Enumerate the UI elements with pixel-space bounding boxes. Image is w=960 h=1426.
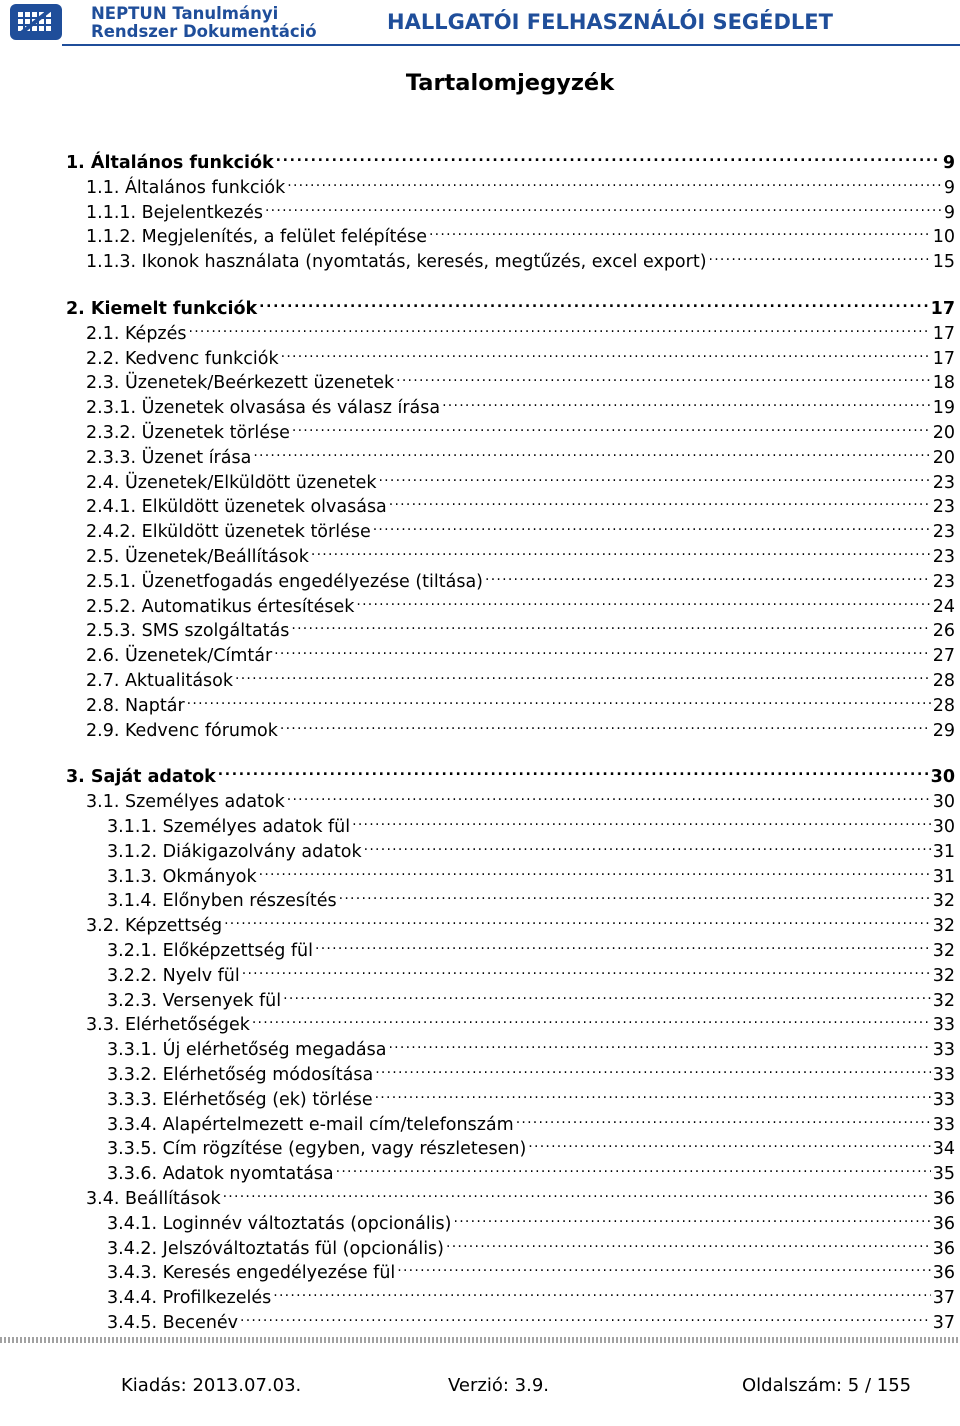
toc-entry-page: 9 xyxy=(943,202,955,223)
toc-entry[interactable] xyxy=(107,808,955,837)
toc-entry-label: 3.4. Beállítások xyxy=(86,1189,221,1209)
toc-entry[interactable] xyxy=(107,1254,955,1284)
toc-dot-leader xyxy=(364,833,931,857)
toc-dot-leader xyxy=(429,218,931,242)
toc-entry-page: 9 xyxy=(943,177,955,198)
toc-dot-leader xyxy=(378,464,930,488)
toc-heading: Tartalomjegyzék xyxy=(405,70,615,96)
toc-entry[interactable] xyxy=(86,389,955,419)
toc-entry-label: 2.2. Kedvenc funkciók xyxy=(86,348,279,369)
toc-entry-label: 2.3.2. Üzenetek törlése xyxy=(86,423,290,443)
toc-entry[interactable] xyxy=(86,687,955,716)
footer-divider xyxy=(0,1337,960,1343)
toc-dot-leader xyxy=(287,169,942,193)
toc-entry[interactable] xyxy=(66,758,955,788)
toc-entry-page: 33 xyxy=(932,1114,955,1135)
toc-entry-label: 1. Általános funkciók xyxy=(66,153,274,173)
toc-entry[interactable] xyxy=(107,1155,955,1185)
footer-issue-date: Kiadás: 2013.07.03. xyxy=(121,1375,302,1396)
toc-entry-page: 34 xyxy=(932,1139,955,1160)
toc-entry-page: 15 xyxy=(932,252,955,273)
toc-dot-leader xyxy=(273,1279,930,1303)
toc-dot-leader xyxy=(375,1081,931,1105)
toc-dot-leader xyxy=(287,783,931,807)
brand-line-2: Rendszer Dokumentáció xyxy=(91,22,317,41)
toc-entry-label: 3.1. Személyes adatok xyxy=(86,792,285,813)
toc-entry-label: 3.4.2. Jelszóváltoztatás fül (opcionális) xyxy=(107,1238,444,1259)
toc-dot-leader xyxy=(485,563,931,587)
toc-entry[interactable] xyxy=(107,1130,955,1160)
toc-entry-label: 3.1.1. Személyes adatok fül xyxy=(107,817,351,837)
toc-entry-page: 37 xyxy=(932,1313,955,1333)
toc-entry-page: 23 xyxy=(932,522,955,543)
toc-dot-leader xyxy=(373,513,931,537)
toc-entry-page: 31 xyxy=(932,841,955,862)
toc-dot-leader xyxy=(315,932,931,956)
toc-entry-page: 32 xyxy=(932,990,955,1011)
toc-entry[interactable] xyxy=(86,563,955,592)
toc-entry-page: 28 xyxy=(932,671,955,691)
toc-entry[interactable] xyxy=(86,612,955,642)
toc-dot-leader xyxy=(283,982,931,1006)
toc-entry-label: 2. Kiemelt funkciók xyxy=(66,299,258,319)
toc-entry[interactable] xyxy=(107,1106,955,1135)
toc-entry-page: 33 xyxy=(932,1065,955,1085)
toc-entry-page: 35 xyxy=(932,1164,955,1185)
toc-entry[interactable] xyxy=(107,982,955,1011)
toc-entry[interactable] xyxy=(107,932,955,961)
toc-entry-label: 2.1. Képzés xyxy=(86,323,187,344)
toc-entry-page: 32 xyxy=(932,916,955,937)
toc-entry[interactable] xyxy=(86,340,955,369)
toc-dot-leader xyxy=(259,290,929,314)
toc-entry[interactable] xyxy=(86,662,955,691)
toc-entry-label: 2.8. Naptár xyxy=(86,695,185,716)
toc-dot-leader xyxy=(454,1205,931,1229)
toc-entry[interactable] xyxy=(107,882,955,912)
toc-entry-label: 3.4.5. Becenév xyxy=(107,1313,239,1333)
toc-entry[interactable] xyxy=(86,1180,955,1209)
toc-entry-page: 23 xyxy=(932,472,955,493)
toc-dot-leader xyxy=(224,907,931,931)
toc-dot-leader xyxy=(235,662,931,686)
toc-dot-leader xyxy=(276,144,941,168)
toc-entry-label: 2.9. Kedvenc fórumok xyxy=(86,720,278,741)
toc-entry-label: 2.6. Üzenetek/Címtár xyxy=(86,646,273,667)
toc-entry-label: 3.3.4. Alapértelmezett e-mail cím/telefonszám xyxy=(107,1114,514,1135)
toc-entry[interactable] xyxy=(86,1006,955,1036)
header-rule xyxy=(62,44,960,46)
toc-dot-leader xyxy=(281,340,931,364)
toc-entry-page: 19 xyxy=(932,398,955,419)
toc-entry[interactable] xyxy=(66,144,955,173)
toc-entry[interactable] xyxy=(86,243,955,273)
toc-entry-page: 32 xyxy=(932,965,955,986)
toc-dot-leader xyxy=(311,538,931,562)
toc-entry[interactable] xyxy=(86,637,955,667)
toc-entry-label: 3.3. Elérhetőségek xyxy=(86,1015,250,1036)
toc-dot-leader xyxy=(375,1056,931,1080)
toc-dot-leader xyxy=(356,588,930,612)
toc-entry[interactable] xyxy=(86,513,955,543)
toc-entry-page: 33 xyxy=(932,1040,955,1061)
toc-dot-leader xyxy=(240,1304,931,1328)
toc-entry-page: 36 xyxy=(932,1189,955,1209)
toc-entry-page: 24 xyxy=(932,596,955,617)
toc-entry-page: 20 xyxy=(932,423,955,443)
brand-name xyxy=(91,5,317,41)
toc-entry-page: 36 xyxy=(932,1238,955,1259)
toc-dot-leader xyxy=(280,712,931,736)
toc-entry[interactable] xyxy=(86,364,955,394)
toc-entry-label: 3.2.3. Versenyek fül xyxy=(107,990,282,1011)
toc-entry-page: 33 xyxy=(932,1089,955,1110)
toc-entry-label: 2.3.1. Üzenetek olvasása és válasz írása xyxy=(86,398,441,419)
toc-entry[interactable] xyxy=(107,1056,955,1085)
toc-entry-page: 23 xyxy=(932,571,955,592)
toc-entry[interactable] xyxy=(86,439,955,468)
document-title: HALLGATÓI FELHASZNÁLÓI SEGÉDLET xyxy=(387,10,833,34)
toc-dot-leader xyxy=(223,1180,931,1204)
toc-entry-label: 3.3.5. Cím rögzítése (egyben, vagy részletesen) xyxy=(107,1139,527,1160)
toc-entry-label: 3.1.3. Okmányok xyxy=(107,866,257,887)
toc-entry-page: 33 xyxy=(932,1015,955,1036)
toc-dot-leader xyxy=(292,414,931,438)
toc-entry-label: 2.4. Üzenetek/Elküldött üzenetek xyxy=(86,472,377,493)
toc-dot-leader xyxy=(397,1254,930,1278)
toc-entry-page: 23 xyxy=(932,547,955,567)
toc-dot-leader xyxy=(442,389,931,413)
toc-entry-page: 27 xyxy=(932,646,955,667)
toc-dot-leader xyxy=(253,439,930,463)
toc-entry-label: 3.2.2. Nyelv fül xyxy=(107,965,240,986)
toc-entry-page: 31 xyxy=(932,866,955,887)
toc-entry[interactable] xyxy=(86,315,955,344)
toc-entry[interactable] xyxy=(66,290,955,319)
toc-dot-leader xyxy=(709,243,931,267)
toc-entry-page: 36 xyxy=(932,1213,955,1234)
toc-entry-page: 36 xyxy=(932,1263,955,1284)
toc-entry-page: 17 xyxy=(932,323,955,344)
toc-entry-label: 2.3.3. Üzenet írása xyxy=(86,447,252,468)
footer-page-number: Oldalszám: 5 / 155 xyxy=(742,1375,912,1396)
toc-entry-page: 20 xyxy=(932,447,955,468)
toc-entry-label: 3.3.1. Új elérhetőség megadása xyxy=(107,1040,387,1061)
toc-entry-label: 3.2.1. Előképzettség fül xyxy=(107,941,314,961)
toc-entry[interactable] xyxy=(86,414,955,443)
toc-entry[interactable] xyxy=(107,833,955,862)
toc-entry-label: 1.1.1. Bejelentkezés xyxy=(86,202,263,223)
toc-dot-leader xyxy=(265,194,942,218)
toc-dot-leader xyxy=(516,1106,931,1130)
toc-dot-leader xyxy=(291,612,930,636)
toc-entry[interactable] xyxy=(86,538,955,567)
toc-entry-label: 3.1.4. Előnyben részesítés xyxy=(107,891,337,912)
toc-dot-leader xyxy=(252,1006,931,1030)
toc-entry-label: 3.1.2. Diákigazolvány adatok xyxy=(107,841,362,862)
toc-dot-leader xyxy=(389,488,931,512)
toc-entry-label: 3.4.4. Profilkezelés xyxy=(107,1288,272,1309)
toc-entry[interactable] xyxy=(86,783,955,813)
toc-dot-leader xyxy=(259,858,931,882)
toc-entry-page: 17 xyxy=(930,299,955,319)
toc-entry[interactable] xyxy=(107,1031,955,1061)
toc-entry-label: 3.3.6. Adatok nyomtatása xyxy=(107,1164,334,1185)
toc-entry-label: 1.1.3. Ikonok használata (nyomtatás, keresés, megtűzés, excel export) xyxy=(86,252,707,273)
toc-entry-label: 3.2. Képzettség xyxy=(86,916,223,937)
toc-entry-label: 3.3.3. Elérhetőség (ek) törlése xyxy=(107,1089,373,1110)
toc-entry-label: 2.5.3. SMS szolgáltatás xyxy=(86,621,290,642)
toc-entry-label: 2.3. Üzenetek/Beérkezett üzenetek xyxy=(86,373,395,394)
toc-entry[interactable] xyxy=(86,218,955,248)
toc-dot-leader xyxy=(396,364,931,388)
toc-entry[interactable] xyxy=(86,588,955,617)
page-header xyxy=(0,0,960,48)
toc-entry-label: 1.1. Általános funkciók xyxy=(86,177,286,198)
toc-entry-page: 32 xyxy=(932,891,955,912)
toc-entry-page: 26 xyxy=(932,621,955,642)
toc-entry[interactable] xyxy=(107,957,955,986)
toc-entry-page: 37 xyxy=(932,1288,955,1309)
toc-entry-page: 10 xyxy=(932,227,955,248)
toc-entry-page: 32 xyxy=(932,941,955,961)
toc-entry-page: 30 xyxy=(930,767,955,788)
toc-entry[interactable] xyxy=(86,488,955,518)
toc-entry[interactable] xyxy=(86,464,955,493)
toc-entry[interactable] xyxy=(107,1081,955,1110)
toc-dot-leader xyxy=(274,637,931,661)
toc-entry-label: 2.5.2. Automatikus értesítések xyxy=(86,596,355,617)
footer-version: Verzió: 3.9. xyxy=(448,1375,549,1396)
toc-dot-leader xyxy=(388,1031,930,1055)
toc-entry-label: 2.4.2. Elküldött üzenetek törlése xyxy=(86,522,371,543)
toc-entry-label: 2.5.1. Üzenetfogadás engedélyezése (tiltása) xyxy=(86,571,484,592)
toc-entry[interactable] xyxy=(86,194,955,223)
neptun-logo-icon xyxy=(10,4,62,40)
toc-dot-leader xyxy=(336,1155,931,1179)
toc-dot-leader xyxy=(528,1130,930,1154)
toc-entry-page: 17 xyxy=(932,348,955,369)
toc-dot-leader xyxy=(352,808,931,832)
toc-entry-page: 30 xyxy=(932,792,955,813)
toc-entry-page: 29 xyxy=(932,720,955,741)
toc-entry[interactable] xyxy=(107,1304,955,1333)
toc-entry-label: 3.3.2. Elérhetőség módosítása xyxy=(107,1065,374,1085)
toc-dot-leader xyxy=(187,687,931,711)
toc-dot-leader xyxy=(242,957,931,981)
toc-entry[interactable] xyxy=(86,169,955,198)
toc-entry-page: 18 xyxy=(932,373,955,394)
toc-entry-page: 23 xyxy=(932,497,955,518)
toc-entry-page: 28 xyxy=(932,695,955,716)
toc-entry[interactable] xyxy=(86,712,955,741)
toc-entry-label: 3. Saját adatok xyxy=(66,767,216,788)
toc-entry[interactable] xyxy=(107,858,955,887)
toc-dot-leader xyxy=(446,1230,931,1254)
toc-entry-label: 2.5. Üzenetek/Beállítások xyxy=(86,547,309,567)
toc-entry-label: 2.7. Aktualitások xyxy=(86,671,234,691)
toc-entry[interactable] xyxy=(107,1279,955,1309)
toc-entry[interactable] xyxy=(86,907,955,937)
toc-entry-label: 1.1.2. Megjelenítés, a felület felépítése xyxy=(86,227,427,248)
toc-dot-leader xyxy=(218,758,929,782)
toc-entry[interactable] xyxy=(107,1230,955,1259)
toc-dot-leader xyxy=(189,315,931,339)
toc-entry-page: 9 xyxy=(942,153,955,173)
toc-entry-page: 30 xyxy=(932,817,955,837)
toc-entry-label: 3.4.1. Loginnév változtatás (opcionális) xyxy=(107,1213,452,1234)
brand-line-1: NEPTUN Tanulmányi xyxy=(91,4,279,23)
toc-entry-label: 2.4.1. Elküldött üzenetek olvasása xyxy=(86,497,387,518)
toc-dot-leader xyxy=(339,882,931,906)
toc-entry-label: 3.4.3. Keresés engedélyezése fül xyxy=(107,1263,396,1284)
toc-entry[interactable] xyxy=(107,1205,955,1234)
